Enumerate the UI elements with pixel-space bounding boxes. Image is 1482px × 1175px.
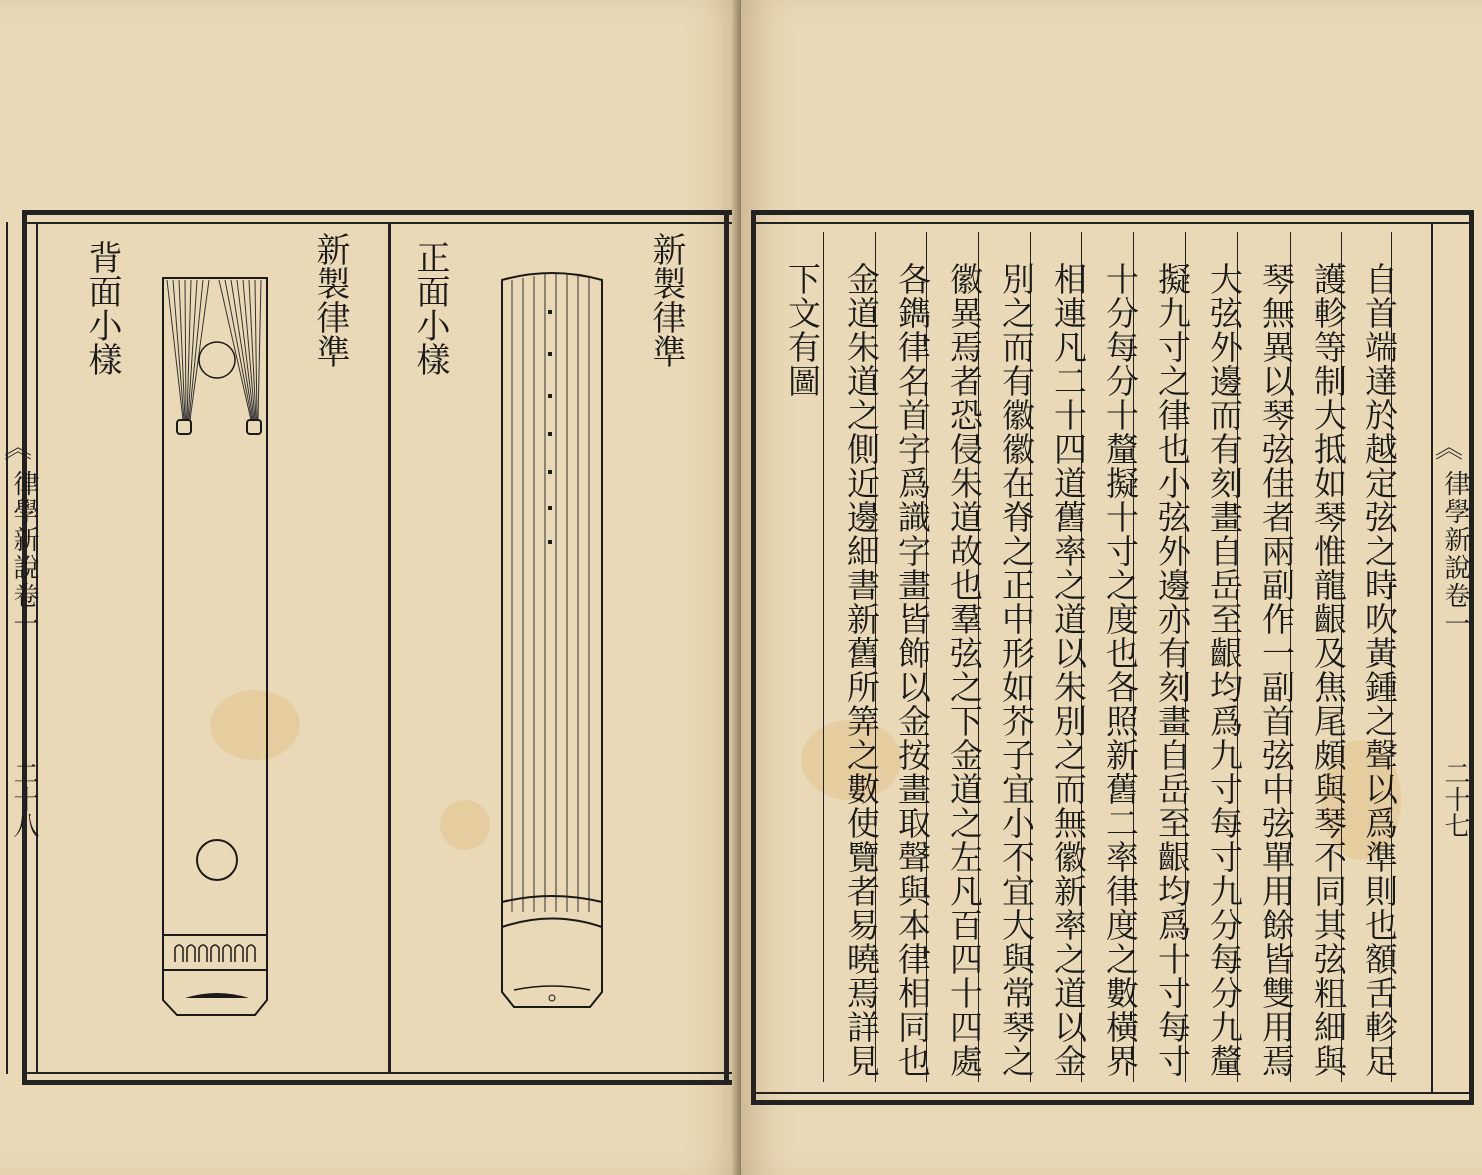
qin-back-view-icon bbox=[155, 270, 280, 1030]
diagram-label: 正面小樣 bbox=[410, 240, 450, 376]
bottom-border bbox=[22, 1080, 734, 1085]
top-border-inner bbox=[751, 222, 1473, 224]
margin-title: 律學新說卷一 bbox=[1440, 470, 1470, 638]
water-stain bbox=[440, 800, 490, 850]
text-column-12: 下文有圖 bbox=[783, 262, 822, 398]
fishtail-mark-icon: ︽ bbox=[4, 431, 33, 464]
outer-margin-rule bbox=[6, 222, 8, 1074]
diagram-label: 新製律準 bbox=[310, 232, 350, 368]
margin-rule bbox=[1431, 222, 1433, 1094]
page-number: 二十七 bbox=[1440, 760, 1470, 838]
diagram-label: 背面小樣 bbox=[82, 240, 122, 376]
right-border bbox=[1469, 210, 1474, 1105]
top-border bbox=[22, 210, 734, 215]
left-border bbox=[751, 210, 756, 1105]
right-border bbox=[724, 210, 729, 1085]
bottom-border-inner bbox=[22, 1072, 734, 1074]
bottom-border-inner bbox=[751, 1092, 1473, 1094]
text-column-6: 十分每分十釐擬十寸之度也各照新舊二率律度之數橫界 bbox=[1101, 262, 1140, 1078]
right-page bbox=[741, 0, 1482, 1175]
text-column-10: 各鐫律名首字爲識字畫皆飾以金按畫取聲與本律相同也 bbox=[893, 262, 932, 1078]
text-column-5: 擬九寸之律也小弦外邊亦有刻畫自岳至齦均爲十寸每寸 bbox=[1153, 262, 1192, 1078]
text-column-8: 別之而有徽徽在脊之正中形如芥子宜小不宜大與常琴之 bbox=[997, 262, 1036, 1078]
text-column-4: 大弦外邊而有刻畫自岳至齦均爲九寸每寸九分每分九釐 bbox=[1205, 262, 1244, 1078]
page-number: 二十八 bbox=[9, 760, 39, 838]
top-border-inner bbox=[22, 222, 734, 224]
text-column-2: 護軫等制大抵如琴惟龍齦及焦尾頗與琴不同其弦粗細與 bbox=[1309, 262, 1348, 1078]
diagram-label: 新製律準 bbox=[646, 232, 686, 368]
text-column-3: 琴無異以琴弦佳者兩副作一副首弦中弦單用餘皆雙用焉 bbox=[1257, 262, 1296, 1078]
margin-rule bbox=[36, 222, 38, 1074]
qin-front-view-icon bbox=[490, 262, 615, 1022]
left-border bbox=[22, 210, 27, 1085]
column-line bbox=[823, 232, 824, 1082]
column-divider bbox=[388, 222, 391, 1074]
text-column-9: 徽異焉者恐侵朱道故也羣弦之下金道之左凡百四十四處 bbox=[945, 262, 984, 1078]
fishtail-mark-icon: ︽ bbox=[1435, 431, 1464, 464]
text-column-11: 金道朱道之側近邊細書新舊所筭之數使覽者易曉焉詳見 bbox=[842, 262, 881, 1078]
bottom-border bbox=[751, 1100, 1473, 1105]
margin-title: 律學新說卷一 bbox=[9, 470, 39, 638]
text-column-1: 自首端達於越定弦之時吹黃鍾之聲以爲準則也額舌軫足 bbox=[1360, 262, 1399, 1078]
text-column-7: 相連凡二十四道舊率之道以朱別之而無徽新率之道以金 bbox=[1049, 262, 1088, 1078]
top-border bbox=[751, 210, 1473, 215]
